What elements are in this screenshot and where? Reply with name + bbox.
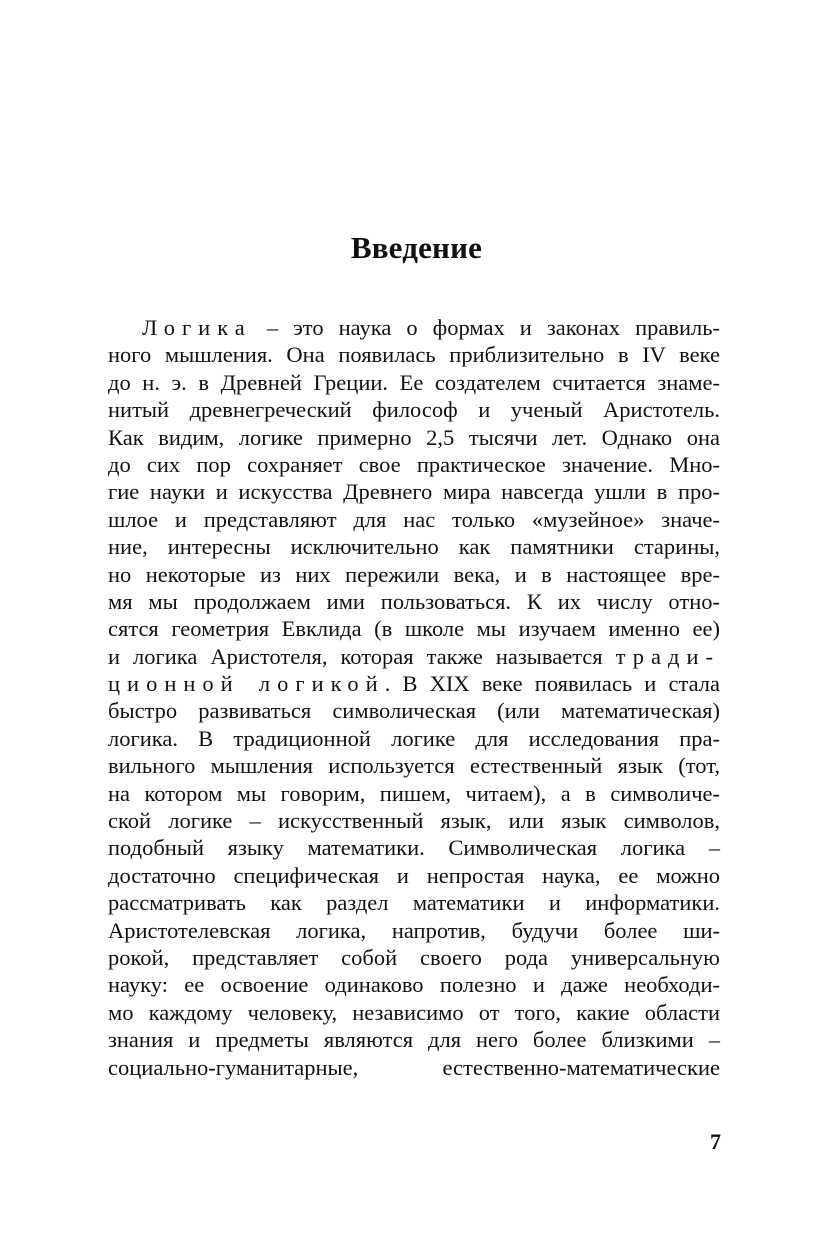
- chapter-title: Введение: [350, 230, 483, 265]
- text-segment: логика. В традиционной логике для исследования пра-: [108, 725, 720, 751]
- text-line: [108, 424, 720, 451]
- text-line: [108, 752, 720, 779]
- text-line: [108, 670, 720, 697]
- text-segment: социально-гуманитарные, естественно-математические: [108, 1054, 720, 1080]
- text-line: [108, 725, 720, 752]
- emphasized-term: ционной логикой: [108, 671, 385, 697]
- page-number: 7: [710, 1129, 721, 1154]
- text-line: [108, 780, 720, 807]
- text-segment: ской логике – искусственный язык, или язык символов,: [108, 808, 720, 834]
- text-segment: до н. э. в Древней Греции. Ее создателем считается знаме-: [108, 369, 720, 395]
- text-segment: ние, интересны исключительно как памятники старины,: [108, 534, 720, 560]
- text-segment: рокой, представляет собой своего рода универсальную: [108, 944, 720, 970]
- text-segment: знания и предметы являются для него более близкими –: [108, 1027, 720, 1053]
- text-segment: нитый древнегреческий философ и ученый Аристотель.: [108, 397, 720, 423]
- text-segment: Как видим, логике примерно 2,5 тысячи лет. Однако она: [108, 424, 720, 450]
- text-line: [108, 615, 720, 642]
- text-line: [108, 451, 720, 478]
- text-line: [108, 369, 720, 396]
- text-segment: – это наука о формах и законах правиль-: [251, 315, 720, 340]
- text-segment: рассматривать как раздел математики и информатики.: [108, 890, 720, 916]
- text-line: [108, 506, 720, 533]
- text-segment: науку: ее освоение одинаково полезно и даже необходи-: [108, 972, 720, 998]
- text-line: [108, 889, 720, 916]
- text-line: [108, 396, 720, 423]
- text-line: [108, 917, 720, 944]
- emphasized-term: Логика: [142, 315, 252, 340]
- emphasized-term: тради-: [615, 643, 720, 669]
- text-segment: шлое и представляют для нас только «музейное» значе-: [108, 506, 720, 532]
- text-segment: вильного мышления используется естественный язык (тот,: [108, 753, 720, 779]
- text-line: [108, 314, 720, 341]
- text-line: [108, 478, 720, 505]
- text-line: [108, 561, 720, 588]
- text-segment: гие науки и искусства Древнего мира навсегда ушли в про-: [108, 479, 720, 505]
- text-segment: до сих пор сохраняет свое практическое значение. Мно-: [108, 451, 720, 477]
- text-line: [108, 944, 720, 971]
- text-line: [108, 1026, 720, 1053]
- text-line: [108, 1054, 720, 1081]
- text-segment: подобный языку математики. Символическая логика –: [108, 835, 720, 861]
- text-segment: быстро развиваться символическая (или математическая): [108, 698, 720, 724]
- text-line: [108, 588, 720, 615]
- text-line: [108, 971, 720, 998]
- text-segment: . В XIX веке появилась и стала: [384, 671, 720, 697]
- text-line: [108, 807, 720, 834]
- text-segment: на котором мы говорим, пишем, читаем), а в символиче-: [108, 780, 720, 806]
- text-segment: сятся геометрия Евклида (в школе мы изучаем именно ее): [108, 616, 720, 642]
- body-text: [108, 314, 720, 1081]
- text-segment: но некоторые из них пережили века, и в настоящее вре-: [108, 561, 720, 587]
- text-segment: Аристотелевская логика, напротив, будучи более ши-: [108, 917, 720, 943]
- text-segment: мя мы продолжаем ими пользоваться. К их числу отно-: [108, 588, 720, 614]
- text-segment: достаточно специфическая и непростая наука, ее можно: [108, 862, 720, 888]
- text-line: [108, 999, 720, 1026]
- text-segment: и логика Аристотеля, которая также называется: [108, 643, 616, 669]
- text-segment: мо каждому человеку, независимо от того, какие области: [108, 999, 720, 1025]
- text-line: [108, 834, 720, 861]
- text-segment: ного мышления. Она появилась приблизительно в IV веке: [108, 342, 720, 368]
- text-line: [108, 533, 720, 560]
- text-line: [108, 341, 720, 368]
- text-line: [108, 697, 720, 724]
- text-line: [108, 862, 720, 889]
- text-line: [108, 643, 720, 670]
